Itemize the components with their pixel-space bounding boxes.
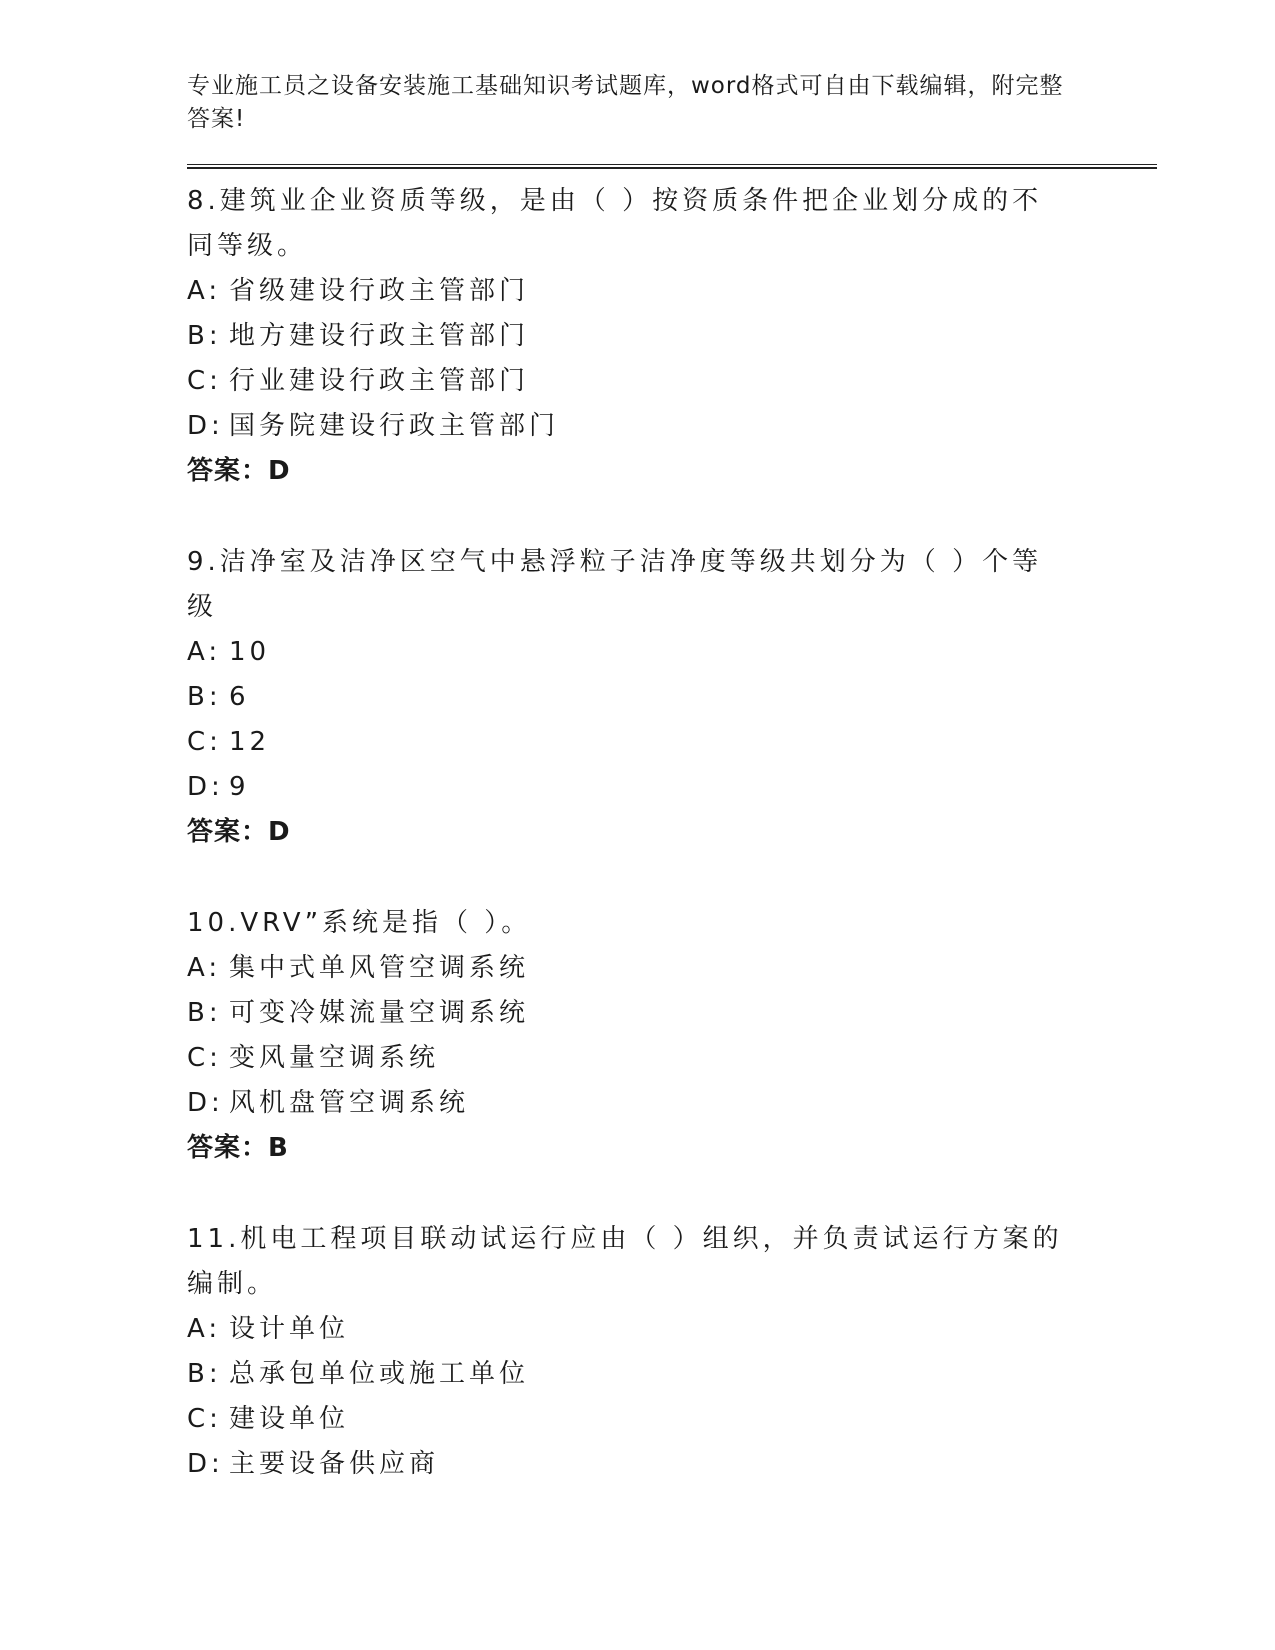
option-b (187, 675, 1157, 720)
option-label: A: (187, 1314, 222, 1344)
option-label: C: (187, 1404, 222, 1434)
question-11 (187, 1217, 1157, 1487)
document-header: 专业施工员之设备安装施工基础知识考试题库，word格式可自由下载编辑，附完整答案! (187, 73, 1064, 132)
option-text: 国务院建设行政主管部门 (229, 411, 560, 441)
option-label: C: (187, 1043, 222, 1073)
option-label: B: (187, 1359, 222, 1389)
question-8 (187, 179, 1157, 494)
question-text: 9.洁净室及洁净区空气中悬浮粒子洁净度等级共划分为（ ）个等级 (187, 547, 1043, 622)
option-b (187, 314, 1157, 359)
option-d (187, 1081, 1157, 1126)
answer: 答案：B (187, 1133, 289, 1163)
question-text: 8.建筑业企业资质等级，是由（ ）按资质条件把企业划分成的不同等级。 (187, 186, 1043, 261)
option-label: A: (187, 953, 222, 983)
option-text: 集中式单风管空调系统 (229, 953, 530, 983)
option-label: D: (187, 1449, 224, 1479)
spacer (187, 494, 1157, 540)
option-c (187, 359, 1157, 404)
question-9 (187, 540, 1157, 855)
option-text: 主要设备供应商 (229, 1449, 440, 1479)
option-text: 12 (229, 727, 271, 757)
option-label: C: (187, 366, 222, 396)
option-label: A: (187, 276, 222, 306)
option-label: B: (187, 321, 222, 351)
option-a (187, 269, 1157, 314)
option-text: 9 (229, 772, 250, 802)
option-label: D: (187, 772, 224, 802)
option-a (187, 630, 1157, 675)
question-text: 10.VRV”系统是指（ ）。 (187, 908, 532, 938)
option-label: B: (187, 682, 222, 712)
answer: 答案：D (187, 456, 291, 486)
document-page (187, 70, 1157, 1487)
option-text: 行业建设行政主管部门 (229, 366, 530, 396)
option-d (187, 765, 1157, 810)
header-divider (187, 164, 1157, 169)
option-text: 地方建设行政主管部门 (229, 321, 530, 351)
question-text: 11.机电工程项目联动试运行应由（ ）组织，并负责试运行方案的编制。 (187, 1224, 1063, 1299)
option-d (187, 404, 1157, 449)
option-label: A: (187, 637, 222, 667)
option-a (187, 946, 1157, 991)
option-text: 可变冷媒流量空调系统 (229, 998, 530, 1028)
option-c (187, 1397, 1157, 1442)
option-text: 10 (229, 637, 271, 667)
answer: 答案：D (187, 817, 291, 847)
option-a (187, 1307, 1157, 1352)
option-c (187, 720, 1157, 765)
option-text: 风机盘管空调系统 (229, 1088, 470, 1118)
option-text: 变风量空调系统 (229, 1043, 440, 1073)
option-text: 总承包单位或施工单位 (229, 1359, 530, 1389)
option-d (187, 1442, 1157, 1487)
question-10 (187, 901, 1157, 1171)
option-label: C: (187, 727, 222, 757)
spacer (187, 1171, 1157, 1217)
option-b (187, 991, 1157, 1036)
option-label: D: (187, 1088, 224, 1118)
spacer (187, 855, 1157, 901)
option-b (187, 1352, 1157, 1397)
option-label: B: (187, 998, 222, 1028)
option-c (187, 1036, 1157, 1081)
option-label: D: (187, 411, 224, 441)
option-text: 6 (229, 682, 250, 712)
option-text: 建设单位 (229, 1404, 350, 1434)
option-text: 省级建设行政主管部门 (229, 276, 530, 306)
option-text: 设计单位 (229, 1314, 350, 1344)
